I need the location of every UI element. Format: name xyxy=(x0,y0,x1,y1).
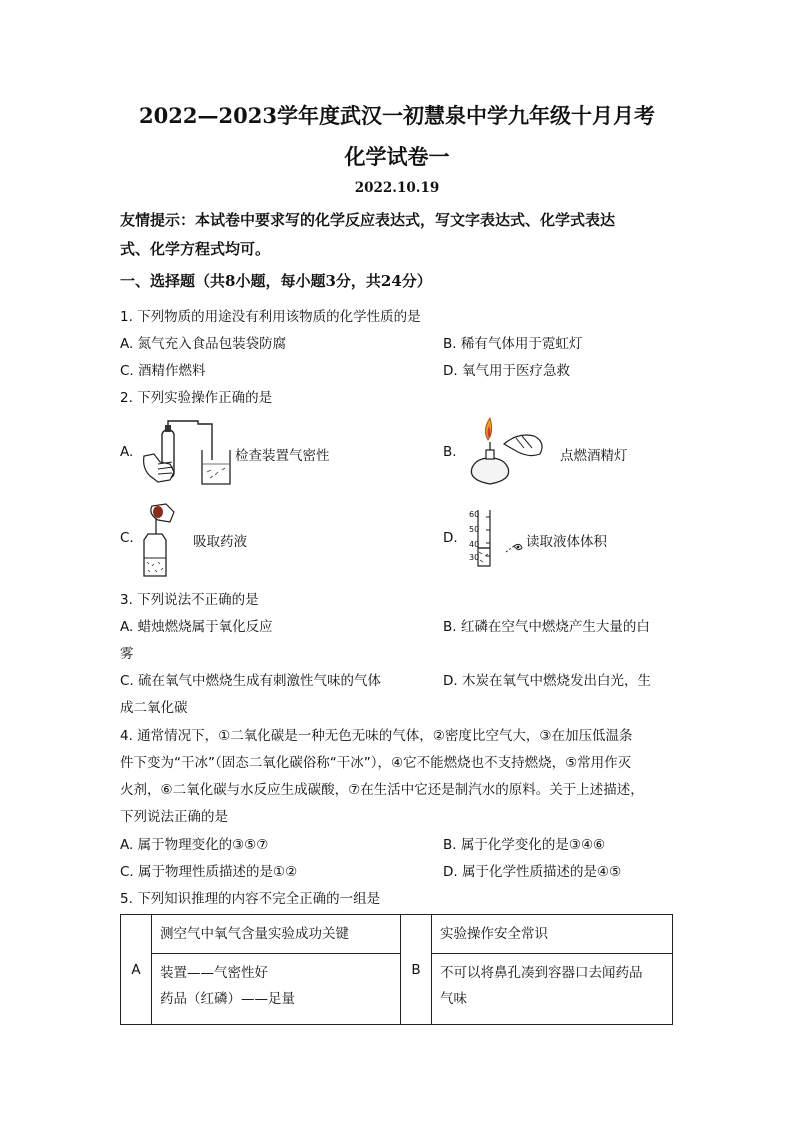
q3-option-b-line1: B. 红磷在空气中燃烧产生大量的白 xyxy=(443,619,650,635)
table-a-line-2: 药品（红磷）——足量 xyxy=(160,991,295,1007)
q5-knowledge-table xyxy=(120,914,673,1025)
q4-line-3: 火剂，⑥二氧化碳与水反应生成碳酸，⑦在生活中它还是制汽水的原料。关于上述描述， xyxy=(120,782,644,798)
q2-option-a-text: 检查装置气密性 xyxy=(235,448,330,464)
q1-stem: 1. 下列物质的用途没有利用该物质的化学性质的是 xyxy=(120,309,421,325)
table-b-line-2: 气味 xyxy=(440,991,467,1007)
q2-option-c-text: 吸取药液 xyxy=(193,534,247,550)
alcohol-lamp-figure xyxy=(460,414,560,490)
q3-option-a: A. 蜡烛燃烧属于氧化反应 xyxy=(120,619,273,635)
q3-option-c-line2: 成二氧化碳 xyxy=(120,700,188,716)
q2-option-d-letter: D. xyxy=(443,530,458,546)
q2-option-a-letter: A. xyxy=(120,444,134,460)
table-a-content xyxy=(152,954,401,1025)
q4-option-c: C. 属于物理性质描述的是①② xyxy=(120,864,298,880)
q4-option-a: A. 属于物理变化的③⑤⑦ xyxy=(120,837,269,853)
exam-title: 2022—2023学年度武汉一初慧泉中学九年级十月月考 xyxy=(139,103,655,128)
airtightness-check-figure xyxy=(140,420,235,488)
q3-option-b-line2: 雾 xyxy=(120,646,134,662)
table-a-heading: 测空气中氧气含量实验成功关键 xyxy=(152,915,401,954)
q2-stem: 2. 下列实验操作正确的是 xyxy=(120,390,273,406)
q4-line-2: 件下变为“干冰”（固态二氧化碳俗称“干冰”），④它不能燃烧也不支持燃烧，⑤常用作灭 xyxy=(120,755,632,771)
q1-option-b: B. 稀有气体用于霓虹灯 xyxy=(443,336,583,352)
q2-option-c-letter: C. xyxy=(120,530,134,546)
q4-option-d: D. 属于化学性质描述的是④⑤ xyxy=(443,864,622,880)
cylinder-tick-30: 30 xyxy=(469,553,480,562)
cylinder-tick-60: 60 xyxy=(469,510,480,519)
q4-line-4: 下列说法正确的是 xyxy=(120,809,228,825)
table-b-line-1: 不可以将鼻孔凑到容器口去闻药品 xyxy=(440,965,643,981)
table-a-line-1: 装置——气密性好 xyxy=(160,965,268,981)
exam-date: 2022.10.19 xyxy=(354,180,440,196)
tip-line-2: 式、化学方程式均可。 xyxy=(120,240,271,258)
paper-subtitle: 化学试卷一 xyxy=(344,144,450,169)
q1-option-d: D. 氧气用于医疗急救 xyxy=(443,363,570,379)
section-heading: 一、选择题（共8小题，每小题3分，共24分） xyxy=(120,272,432,290)
cylinder-tick-40: 40 xyxy=(469,540,480,549)
q4-line-1: 4. 通常情况下，①二氧化碳是一种无色无味的气体，②密度比空气大，③在加压低温条 xyxy=(120,728,633,744)
q3-stem: 3. 下列说法不正确的是 xyxy=(120,592,259,608)
q5-stem: 5. 下列知识推理的内容不完全正确的一组是 xyxy=(120,891,381,907)
table-b-heading: 实验操作安全常识 xyxy=(432,915,673,954)
table-b-content xyxy=(432,954,673,1025)
q2-option-b-text: 点燃酒精灯 xyxy=(560,448,628,464)
q1-option-a: A. 氮气充入食品包装袋防腐 xyxy=(120,336,287,352)
q1-option-c: C. 酒精作燃料 xyxy=(120,363,206,379)
q4-option-b: B. 属于化学变化的是③④⑥ xyxy=(443,837,606,853)
cylinder-tick-50: 50 xyxy=(469,525,480,534)
table-label-b: B xyxy=(401,915,432,1025)
q3-option-d: D. 木炭在氧气中燃烧发出白光，生 xyxy=(443,673,651,689)
table-label-a: A xyxy=(121,915,152,1025)
q3-option-c-line1: C. 硫在氧气中燃烧生成有刺激性气味的气体 xyxy=(120,673,382,689)
q2-option-d-text: 读取液体体积 xyxy=(526,534,607,550)
dropper-figure xyxy=(140,500,190,580)
tip-line-1: 友情提示：本试卷中要求写的化学反应表达式，写文字表达式、化学式表达 xyxy=(120,211,616,229)
q2-option-b-letter: B. xyxy=(443,444,457,460)
